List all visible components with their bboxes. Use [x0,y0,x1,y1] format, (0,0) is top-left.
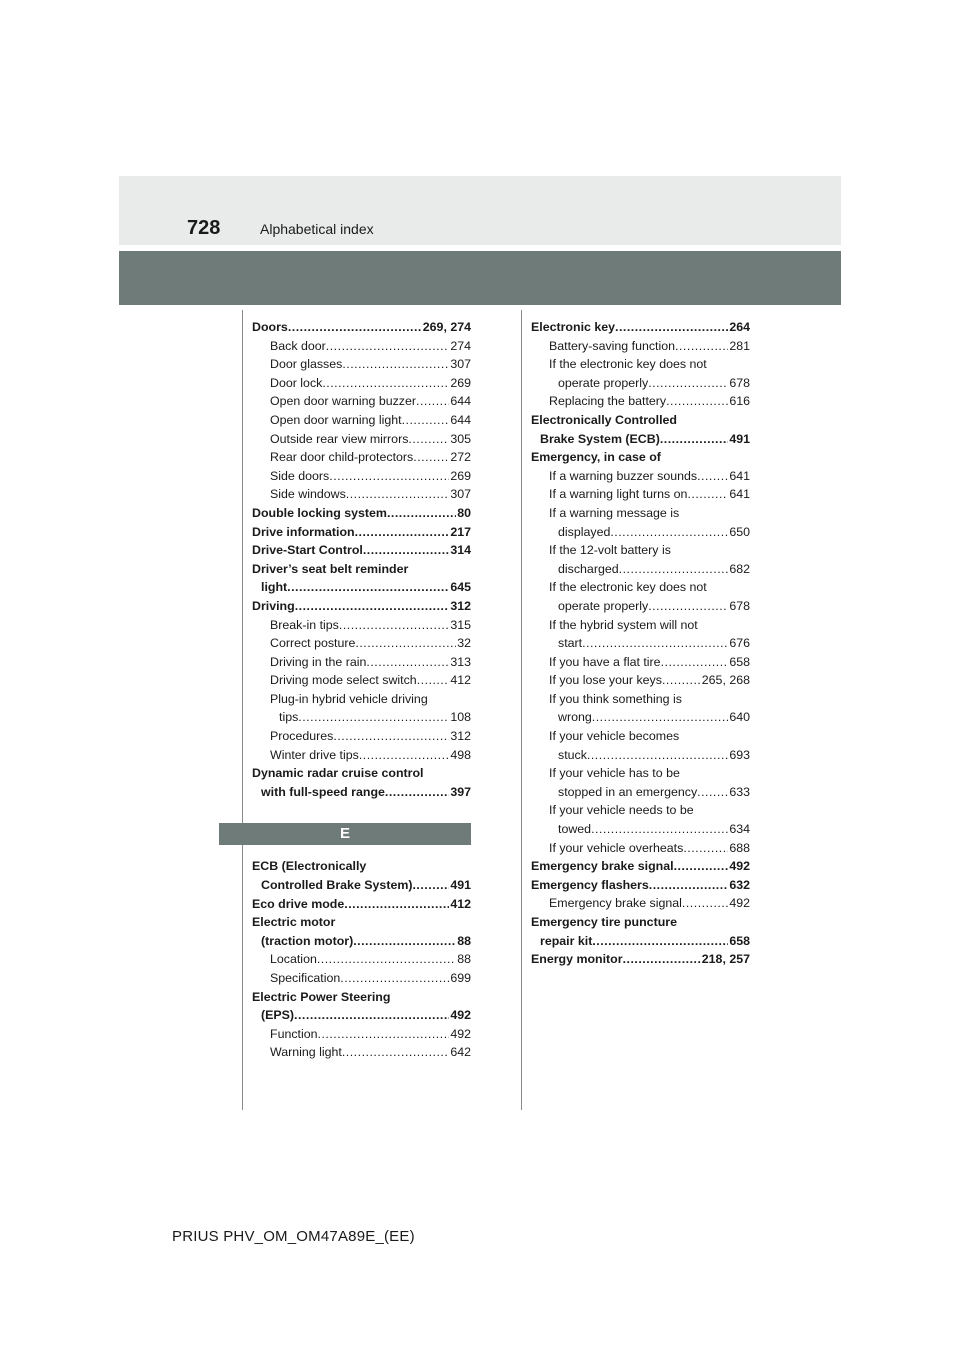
index-entry [531,913,750,932]
index-entry [531,950,750,969]
index-term: If the electronic key does not [549,580,707,595]
index-term: Replacing the battery [549,394,667,409]
index-term: If a warning message is [549,505,680,520]
index-entry [531,355,750,374]
page-reference: 313 [450,654,471,669]
page-reference: 641 [729,468,750,483]
index-entry [252,1006,471,1025]
dot-leader [610,523,728,542]
page-reference: 688 [729,840,750,855]
index-entry [531,616,750,635]
dot-leader [683,839,728,858]
dot-leader [287,578,449,597]
page-reference: 640 [729,710,750,725]
dot-leader [322,374,449,393]
page-reference: 498 [450,747,471,762]
index-entry [252,988,471,1007]
index-entry [252,411,471,430]
page-reference: 699 [450,971,471,985]
index-term: operate properly [558,598,649,613]
index-entry [531,708,750,727]
index-entry [531,411,750,430]
index-entry [531,746,750,765]
page-reference: 492 [729,859,750,874]
index-term: Electric Power Steering [252,989,391,1004]
header-band [119,176,841,245]
page-reference: 305 [450,431,471,446]
index-entry [252,857,471,876]
page-reference: 633 [729,784,750,799]
right-column-rule [521,310,522,1110]
index-entry [252,467,471,486]
dot-leader [591,820,728,839]
dot-leader [648,374,728,393]
index-term: Controlled Brake System) [261,878,413,893]
page-reference: 693 [729,747,750,762]
index-term: If the hybrid system will not [549,617,698,632]
index-entry [252,337,471,356]
left-column-rule [242,310,243,1110]
dot-leader [294,1006,449,1025]
index-entry [531,764,750,783]
index-term: Warning light [270,1045,342,1060]
index-entry [252,708,471,727]
index-entry [252,355,471,374]
index-entry [531,932,750,951]
index-term: towed [558,822,592,837]
index-entry [531,337,750,356]
index-entry [252,318,471,337]
page-reference: 108 [450,710,471,725]
index-entry [252,690,471,709]
page-reference: 492 [450,1026,471,1041]
index-entry [252,578,471,597]
dot-leader [587,746,728,765]
index-term: If a warning buzzer sounds [549,468,698,483]
dot-leader [402,411,450,430]
dot-leader [615,318,728,337]
index-entry [531,504,750,523]
index-term: If the 12-volt battery is [549,543,671,558]
dot-leader [687,485,728,504]
dot-leader [355,523,450,542]
index-term: light [261,580,288,595]
index-term: Open door warning buzzer [270,394,417,409]
index-term: Correct posture [270,636,356,651]
index-term: tips [279,710,299,725]
page-reference: 492 [450,1008,471,1023]
dot-leader [318,1025,450,1044]
index-term: Side windows [270,487,346,502]
page-reference: 281 [729,338,750,353]
dot-leader [619,560,729,579]
index-term: Outside rear view mirrors [270,431,409,446]
page-reference: 676 [729,636,750,651]
index-entry [252,560,471,579]
dot-leader [355,634,456,653]
index-term: Electronically Controlled [531,412,677,427]
index-term: Doors [252,320,288,334]
index-term: Open door warning light [270,412,402,427]
dot-leader [697,783,728,802]
index-term: Emergency flashers [531,877,649,892]
dot-leader [353,932,456,951]
index-entry [252,430,471,449]
letter-divider-e: E [219,823,471,845]
dot-leader [333,727,449,746]
index-entry [252,671,471,690]
index-term: (traction motor) [261,933,354,948]
page-reference: 491 [729,431,750,446]
index-entry [252,448,471,467]
index-term: with full-speed range [261,784,385,799]
index-term: stopped in an emergency [558,784,698,799]
index-entry [531,578,750,597]
page-reference: 644 [450,394,471,409]
index-entry [252,746,471,765]
index-entry [252,374,471,393]
page-reference: 397 [450,784,471,799]
index-entry [531,653,750,672]
dot-leader [592,708,729,727]
dot-leader [408,430,449,449]
index-term: Specification [270,971,341,985]
dot-leader [329,467,449,486]
page-reference: 274 [450,338,471,353]
page-reference: 264 [729,320,750,334]
index-term: Double locking system [252,505,387,520]
index-entry [531,876,750,895]
index-term: Driving [252,598,295,613]
index-entry [531,467,750,486]
page-reference: 682 [729,561,750,576]
index-entry [531,820,750,839]
index-term: Battery-saving function [549,338,676,353]
dot-leader [339,616,449,635]
dot-leader [661,653,729,672]
dot-leader [359,746,449,765]
index-entry [531,634,750,653]
page-reference: 632 [729,877,750,892]
index-term: ECB (Electronically [252,859,367,874]
dot-leader [363,541,449,560]
index-term: If the electronic key does not [549,357,707,372]
page-reference: 412 [450,673,471,688]
index-entry [252,485,471,504]
index-entry [252,727,471,746]
index-entry [531,523,750,542]
index-term: Function [270,1026,318,1041]
page-reference: 307 [450,357,471,372]
index-term: Driving mode select switch [270,673,417,688]
index-term: Break-in tips [270,617,339,632]
index-entry [252,783,471,802]
dot-leader [412,876,449,895]
dot-leader [649,876,729,895]
page-reference: 32 [457,636,471,651]
index-term: Door lock [270,375,323,390]
index-term: Dynamic radar cruise control [252,766,424,781]
dot-leader [344,895,449,914]
index-entry [252,504,471,523]
index-term: Eco drive mode [252,896,345,911]
dot-leader [387,504,456,523]
index-entry [531,541,750,560]
page-reference: 315 [450,617,471,632]
index-term: start [558,636,583,651]
index-term: Door glasses [270,357,343,372]
dot-leader [675,337,728,356]
page-reference: 80 [457,505,471,520]
page-reference: 218, 257 [701,952,750,967]
page-number: 728 [187,217,221,239]
page-reference: 642 [450,1045,471,1060]
dot-leader [413,448,449,467]
index-entry [252,392,471,411]
index-entry [531,894,750,913]
dot-leader [298,708,449,727]
index-entry [531,690,750,709]
page-reference: 645 [450,580,471,595]
page-reference: 314 [450,543,471,558]
index-term: If your vehicle becomes [549,729,680,744]
index-entry [531,485,750,504]
index-term: Winter drive tips [270,747,359,762]
index-term: Back door [270,338,326,353]
index-entry [252,634,471,653]
index-term: If your vehicle has to be [549,766,680,781]
index-term: Emergency, in case of [531,450,661,465]
index-term: repair kit [540,933,593,948]
section-title: Alphabetical index [260,221,374,237]
index-entry [531,801,750,820]
left-index-column [252,318,471,1062]
page-reference: 650 [729,524,750,539]
index-term: Side doors [270,468,330,483]
index-entry [531,783,750,802]
index-entry [531,560,750,579]
index-entry [252,1043,471,1062]
index-entry [252,1025,471,1044]
index-entry [252,597,471,616]
dot-leader [295,597,450,616]
index-entry [252,653,471,672]
index-entry [531,318,750,337]
dot-leader [623,950,701,969]
index-entry [531,392,750,411]
page-reference: 641 [729,487,750,502]
document-code: PRIUS PHV_OM_OM47A89E_(EE) [172,1228,415,1245]
index-term: discharged [558,561,619,576]
index-term: Drive-Start Control [252,543,363,558]
dot-leader [416,392,449,411]
index-term: Location [270,952,317,967]
dot-leader [592,932,728,951]
page-reference: 678 [729,598,750,613]
index-term: If you think something is [549,691,682,706]
page-reference: 312 [450,598,471,613]
index-term: If a warning light turns on [549,487,688,502]
page-reference: 88 [457,933,471,948]
index-term: Emergency tire puncture [531,915,677,929]
index-entry [252,913,471,932]
index-entry [252,616,471,635]
dot-leader [366,653,449,672]
index-term: Electronic key [531,320,616,334]
page-reference: 644 [450,412,471,427]
index-term: (EPS) [261,1008,295,1023]
index-term: If you have a flat tire [549,654,661,669]
page-reference: 217 [450,524,471,539]
dot-leader [682,894,728,913]
page-reference: 307 [450,487,471,502]
index-term: displayed [558,524,611,539]
index-entry [531,671,750,690]
page-reference: 412 [450,896,471,911]
page-reference: 269 [450,468,471,483]
page-reference: 272 [450,450,471,465]
index-entry [531,597,750,616]
index-term: operate properly [558,375,649,390]
page-reference: 658 [729,933,750,948]
index-term: Plug-in hybrid vehicle driving [270,691,428,706]
index-term: Emergency brake signal [531,859,674,874]
dot-leader [326,337,450,356]
index-list-e [252,857,471,1062]
index-term: Electric motor [252,915,336,930]
dot-leader [666,392,728,411]
page-reference: 88 [457,952,471,967]
dot-leader [346,485,450,504]
index-term: wrong [558,710,592,725]
dot-leader [340,969,449,988]
dot-leader [385,783,449,802]
page-reference: 678 [729,375,750,390]
index-entry [252,764,471,783]
index-term: If your vehicle needs to be [549,803,694,818]
page-reference: 658 [729,654,750,669]
dot-leader [697,467,728,486]
page-reference: 265, 268 [701,673,750,688]
page-reference: 616 [729,394,750,409]
index-entry [531,430,750,449]
dot-leader [417,671,450,690]
index-term: Energy monitor [531,952,623,967]
index-term: Emergency brake signal [549,896,682,911]
index-term: Driver’s seat belt reminder [252,561,409,576]
dot-leader [582,634,728,653]
dot-leader [342,1043,449,1062]
index-term: Drive information [252,524,355,539]
index-term: Rear door child-protectors [270,450,414,465]
index-term: Brake System (ECB) [540,431,660,446]
dot-leader [342,355,449,374]
right-index-column [531,318,750,969]
dot-leader [660,430,728,449]
index-entry [252,969,471,988]
index-list-d [252,318,471,801]
page-reference: 634 [729,822,750,837]
index-entry [252,523,471,542]
page-reference: 269 [450,375,471,390]
index-term: If your vehicle overheats [549,840,684,855]
index-entry [252,876,471,895]
index-term: If you lose your keys [549,673,662,688]
index-entry [252,895,471,914]
index-term: Procedures [270,729,334,744]
page-reference: 269, 274 [422,320,471,334]
page-reference: 491 [450,878,471,893]
index-term: stuck [558,747,587,762]
index-entry [531,727,750,746]
index-entry [252,541,471,560]
dot-leader [648,597,728,616]
header-dark-bar [119,251,841,305]
page-reference: 492 [729,896,750,911]
index-entry [252,950,471,969]
page-reference: 312 [450,729,471,744]
index-term: Driving in the rain [270,654,367,669]
index-entry [531,839,750,858]
dot-leader [288,318,422,337]
index-entry [531,448,750,467]
dot-leader [662,671,701,690]
index-entry [531,857,750,876]
index-entry [531,374,750,393]
dot-leader [317,950,456,969]
index-entry [252,932,471,951]
dot-leader [674,857,729,876]
